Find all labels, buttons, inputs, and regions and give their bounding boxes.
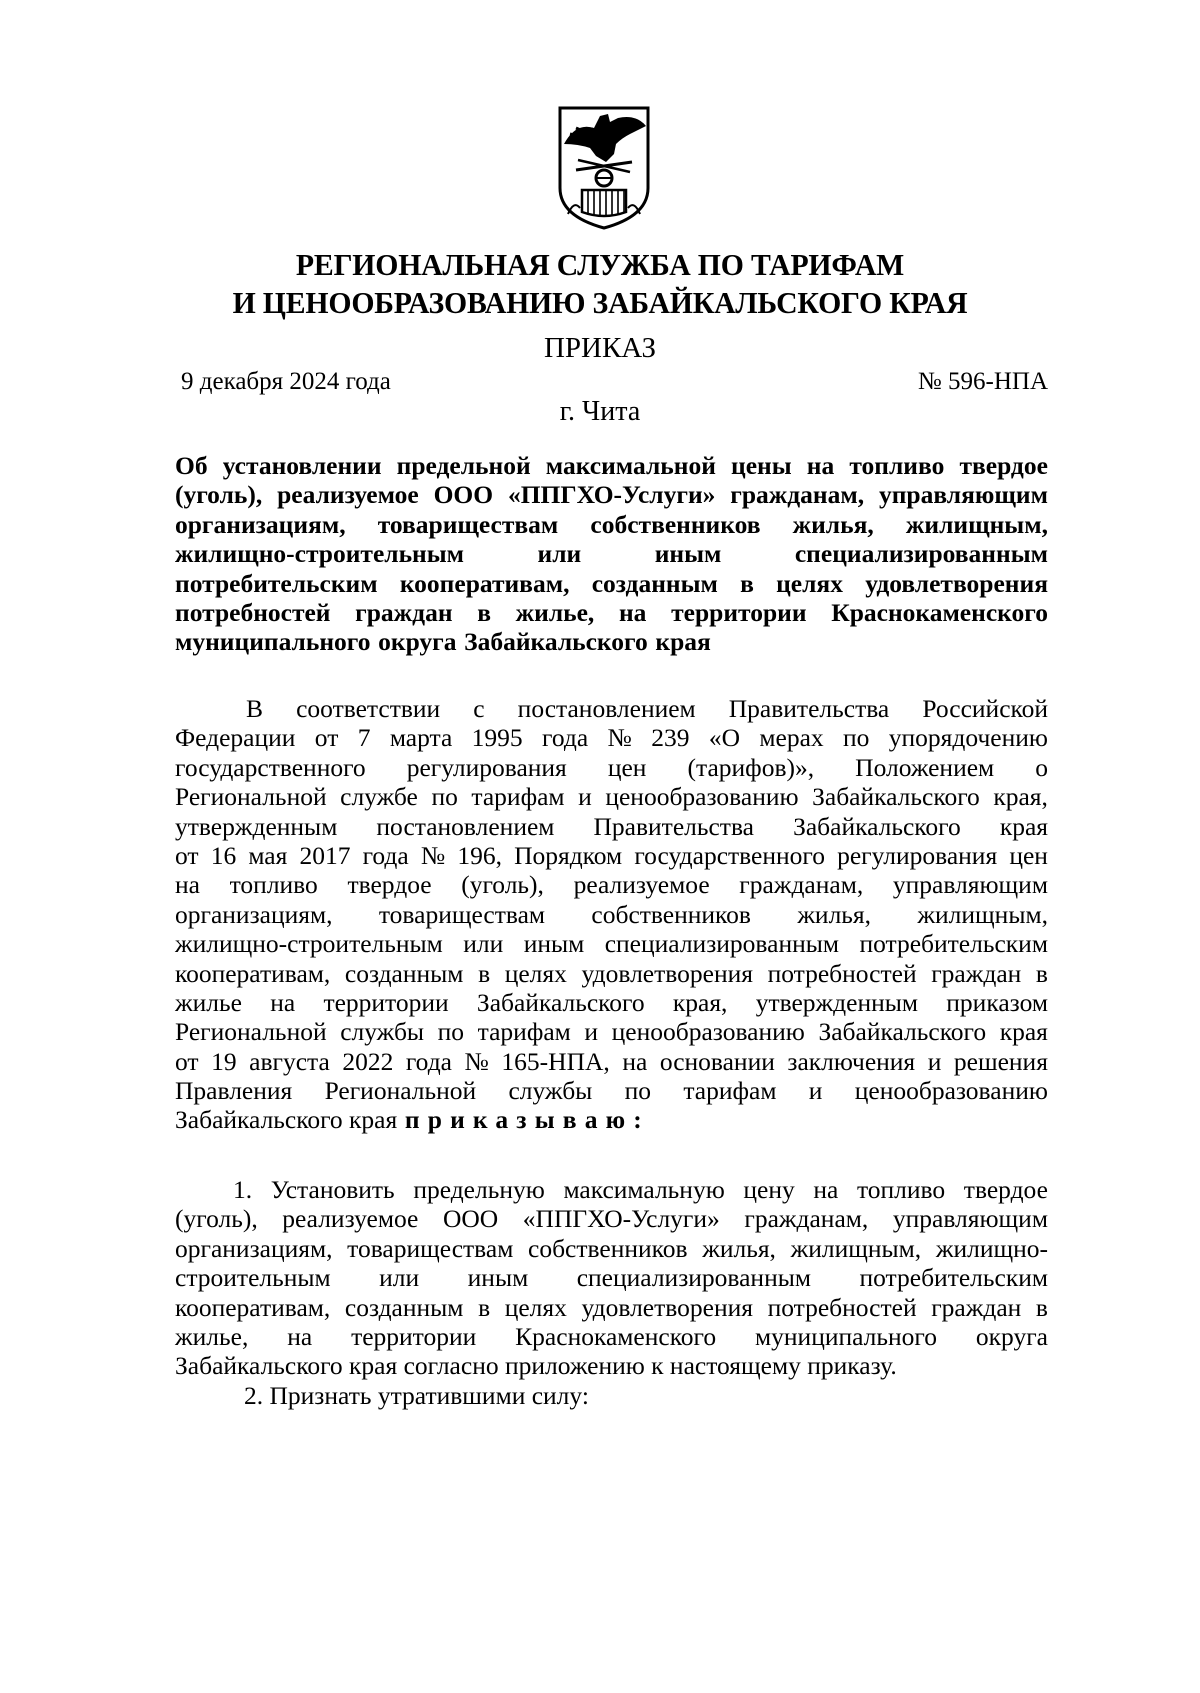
word: утвержденным xyxy=(755,987,919,1017)
word: удовлетворения xyxy=(581,1292,753,1322)
word: края, xyxy=(672,987,728,1017)
word: «ППГХО-Услуги» xyxy=(507,480,716,510)
word: иным xyxy=(467,1263,529,1293)
word: края xyxy=(999,1017,1048,1047)
word: гражданам, xyxy=(744,1204,869,1234)
word: жилье, xyxy=(515,597,595,627)
order-items xyxy=(175,1175,1048,1410)
word: специализированным xyxy=(794,539,1048,569)
word: на xyxy=(806,451,835,480)
title-line xyxy=(175,480,1048,509)
word: кооперативам, xyxy=(175,958,331,988)
word: удовлетворения xyxy=(865,568,1048,598)
word: № xyxy=(464,1046,489,1076)
word: ООО xyxy=(442,1204,499,1234)
word: по xyxy=(624,1076,652,1106)
document-city: г. Чита xyxy=(559,396,641,427)
word: созданным xyxy=(591,568,718,598)
word: с xyxy=(473,694,485,723)
word: удовлетворения xyxy=(581,958,753,988)
word: в xyxy=(740,568,754,598)
word: жилищным, xyxy=(790,1233,922,1263)
word: организациям, xyxy=(175,899,333,929)
word: или xyxy=(537,539,582,569)
word: упорядочению xyxy=(888,723,1048,753)
word: муниципального xyxy=(755,1321,938,1351)
word: иным xyxy=(654,539,722,569)
word: Региональной xyxy=(324,1076,477,1106)
word: организациям, xyxy=(175,509,346,539)
word: потребностей xyxy=(767,1292,917,1322)
preamble-line xyxy=(175,841,1048,870)
word: цен xyxy=(1009,840,1048,870)
word: целях xyxy=(504,958,567,988)
word: целях xyxy=(776,568,843,598)
word: жилье xyxy=(175,987,242,1017)
word: края xyxy=(655,627,711,657)
word: Правительства xyxy=(728,694,890,723)
item-2 xyxy=(175,1381,1048,1410)
title-line xyxy=(175,627,1048,656)
word: по xyxy=(843,723,870,753)
preamble-line xyxy=(175,929,1048,958)
word: Краснокаменского xyxy=(515,1321,717,1351)
word: приказом xyxy=(946,987,1048,1017)
word: и xyxy=(578,782,592,812)
coat-of-arms-icon xyxy=(556,104,652,232)
word: территории xyxy=(323,987,449,1017)
word: В xyxy=(246,694,264,723)
word: Краснокаменского xyxy=(831,597,1048,627)
word: на xyxy=(618,597,647,627)
items-line xyxy=(175,1175,1048,1204)
word: целях xyxy=(504,1292,567,1322)
items-line xyxy=(175,1204,1048,1233)
word: цену xyxy=(743,1175,795,1204)
document-title xyxy=(175,451,1048,657)
word: заключения xyxy=(787,1046,916,1076)
preamble-line xyxy=(175,1017,1048,1046)
word: № xyxy=(420,840,446,870)
organization-name-line-2: И ЦЕНООБРАЗОВАНИЮ ЗАБАЙКАЛЬСКОГО КРАЯ xyxy=(232,285,968,320)
document-type: ПРИКАЗ xyxy=(543,332,657,364)
word: созданным xyxy=(344,1292,464,1322)
word: округа xyxy=(975,1321,1048,1351)
word: специализированным xyxy=(576,1263,811,1293)
word: 165-НПА, xyxy=(501,1046,610,1076)
word: собственников xyxy=(590,509,761,539)
word: в xyxy=(477,597,491,627)
word: на xyxy=(175,870,200,900)
item-1-last-line-text: Забайкальского края согласно приложению к настоящему приказу. xyxy=(175,1351,897,1381)
word: Забайкальского xyxy=(818,1017,987,1047)
word: (уголь), xyxy=(175,1204,258,1234)
word: твердое xyxy=(347,870,432,900)
preamble-line xyxy=(175,812,1048,841)
items-line xyxy=(175,1322,1048,1351)
preamble-line xyxy=(175,900,1048,929)
word: в xyxy=(1035,1292,1048,1322)
preamble-last-line xyxy=(175,1105,1048,1134)
preamble-line xyxy=(175,723,1048,752)
word: ценообразованию xyxy=(605,782,799,812)
word: или xyxy=(463,929,504,959)
word: (тарифов)», xyxy=(687,752,815,782)
word: и xyxy=(927,1046,942,1076)
word: службы xyxy=(340,1017,425,1047)
word: жилищно-строительным xyxy=(175,929,443,959)
word: августа xyxy=(249,1046,330,1076)
word: гражданам, xyxy=(730,480,865,510)
word: государственного xyxy=(634,840,825,870)
word: цены xyxy=(731,451,792,480)
word: о xyxy=(1035,752,1048,782)
word: граждан xyxy=(931,958,1022,988)
word: иным xyxy=(523,929,585,959)
item-1-lines xyxy=(175,1175,1048,1351)
word: постановлением xyxy=(517,694,696,723)
word: управляющим xyxy=(892,870,1048,900)
word: от xyxy=(175,840,199,870)
word: управляющим xyxy=(878,480,1048,510)
word: потребительским xyxy=(859,1263,1048,1293)
organization-name-line-1: РЕГИОНАЛЬНАЯ СЛУЖБА ПО ТАРИФАМ xyxy=(295,247,905,282)
word: жилья, xyxy=(797,899,872,929)
word: от xyxy=(314,723,339,753)
document-number: № 596-НПА xyxy=(917,368,1048,395)
preamble-paragraph xyxy=(175,694,1048,1135)
word: специализированным xyxy=(604,929,840,959)
word: потребительским xyxy=(175,568,378,598)
word: «О xyxy=(708,723,740,753)
organization-name xyxy=(168,246,1032,322)
word: соответствии xyxy=(296,694,441,723)
word: гражданам, xyxy=(739,870,864,900)
title-line xyxy=(175,569,1048,598)
word: в xyxy=(1035,958,1048,988)
word: реализуемое xyxy=(573,870,710,900)
word: Федерации xyxy=(175,723,296,753)
word: № xyxy=(607,723,632,753)
word: Установить xyxy=(270,1175,395,1204)
title-line xyxy=(175,510,1048,539)
preamble-line xyxy=(175,782,1048,811)
word: предельной xyxy=(396,451,531,480)
word: Региональной xyxy=(175,782,327,812)
word: на xyxy=(622,1046,648,1076)
word: потребностей xyxy=(175,597,331,627)
word: топливо xyxy=(856,1175,946,1204)
word: марта xyxy=(389,723,453,753)
word: жилищно- xyxy=(935,1233,1048,1263)
word: строительным xyxy=(175,1263,331,1293)
word: Порядком xyxy=(514,840,623,870)
word: 7 xyxy=(357,723,371,753)
word: граждан xyxy=(931,1292,1022,1322)
word: регулирования xyxy=(406,752,567,782)
word: товариществам xyxy=(377,509,559,539)
word: товариществам xyxy=(347,1233,514,1263)
word: предельную xyxy=(413,1175,545,1204)
word: 1995 xyxy=(471,723,523,753)
word: максимальную xyxy=(563,1175,725,1204)
word: Правительства xyxy=(593,811,754,841)
items-line xyxy=(175,1234,1048,1263)
preamble-line xyxy=(175,753,1048,782)
word: Об xyxy=(175,451,208,480)
word: потребительским xyxy=(859,929,1048,959)
preamble-line xyxy=(175,1047,1048,1076)
word: управляющим xyxy=(892,1204,1048,1234)
title-line xyxy=(175,539,1048,568)
word: (уголь), xyxy=(175,480,263,510)
word: «ППГХО-Услуги» xyxy=(522,1204,720,1234)
word: Правления xyxy=(175,1076,293,1106)
word: службе xyxy=(340,782,418,812)
word: года xyxy=(362,840,409,870)
word: потребностей xyxy=(767,958,917,988)
word: территории xyxy=(351,1321,477,1351)
preamble-line xyxy=(175,1076,1048,1105)
word: твердое xyxy=(959,451,1048,480)
word: и xyxy=(808,1076,823,1106)
preamble-lines xyxy=(175,694,1048,1105)
word: 196, xyxy=(457,840,502,870)
word: жилье, xyxy=(175,1321,249,1351)
word: от xyxy=(175,1046,199,1076)
preamble-last-line-text: Забайкальского края xyxy=(175,1105,398,1135)
word: службы xyxy=(508,1076,593,1106)
word: в xyxy=(478,1292,491,1322)
word: Региональной xyxy=(175,1017,327,1047)
word: утвержденным xyxy=(175,811,338,841)
word: тарифам xyxy=(477,1017,571,1047)
word: в xyxy=(478,958,491,988)
word: жилья, xyxy=(792,509,874,539)
word: и xyxy=(584,1017,599,1047)
word: муниципального xyxy=(175,627,371,657)
word: (уголь), xyxy=(461,870,544,900)
word: решения xyxy=(953,1046,1048,1076)
preamble-line xyxy=(175,694,1048,723)
word: собственников xyxy=(591,899,751,929)
word: цен xyxy=(607,752,647,782)
word: 2017 xyxy=(299,840,351,870)
word: территории xyxy=(671,597,807,627)
word: Забайкальского xyxy=(464,627,648,657)
word: жилищным, xyxy=(905,509,1048,539)
word: жилья, xyxy=(702,1233,776,1263)
word: граждан xyxy=(355,597,453,627)
word: 239 xyxy=(651,723,690,753)
word: округа xyxy=(378,627,457,657)
word: установлении xyxy=(222,451,382,480)
word: на xyxy=(270,987,296,1017)
word: края, xyxy=(993,782,1048,812)
word: тарифам xyxy=(683,1076,777,1106)
word: максимальной xyxy=(545,451,716,480)
word: собственников xyxy=(528,1233,688,1263)
word: основании xyxy=(659,1046,775,1076)
word: реализуемое xyxy=(282,1204,419,1234)
word: на xyxy=(287,1321,313,1351)
preamble-line xyxy=(175,870,1048,899)
preamble-line xyxy=(175,988,1048,1017)
word: мая xyxy=(248,840,288,870)
word: организациям, xyxy=(175,1233,333,1263)
preamble-line xyxy=(175,959,1048,988)
items-line xyxy=(175,1293,1048,1322)
word: 1. xyxy=(233,1175,253,1204)
word: реализуемое xyxy=(277,480,419,510)
word: топливо xyxy=(849,451,945,480)
word: твердое xyxy=(963,1175,1048,1204)
title-line xyxy=(175,451,1048,480)
word: ООО xyxy=(433,480,494,510)
word: жилищно-строительным xyxy=(175,539,465,569)
word: топливо xyxy=(229,870,318,900)
items-line xyxy=(175,1263,1048,1292)
word: на xyxy=(813,1175,839,1204)
word: Российской xyxy=(922,694,1048,723)
word: года xyxy=(542,723,589,753)
word: Забайкальского xyxy=(812,782,980,812)
title-line xyxy=(175,598,1048,627)
word: мерах xyxy=(759,723,824,753)
word: ценообразованию xyxy=(854,1076,1048,1106)
word: жилищным, xyxy=(917,899,1048,929)
word: края xyxy=(999,811,1048,841)
word: Забайкальского xyxy=(476,987,645,1017)
word: постановлением xyxy=(376,811,555,841)
word: кооперативам, xyxy=(399,568,570,598)
word: 2022 xyxy=(342,1046,394,1076)
word: года xyxy=(405,1046,452,1076)
word: 19 xyxy=(211,1046,237,1076)
document-date: 9 декабря 2024 года xyxy=(181,368,391,395)
word: тарифам xyxy=(471,782,565,812)
word: ценообразованию xyxy=(611,1017,805,1047)
word: регулирования xyxy=(837,840,998,870)
item-1-last-line xyxy=(175,1351,1048,1380)
word: 16 xyxy=(210,840,237,870)
word: или xyxy=(379,1263,420,1293)
word: Забайкальского xyxy=(793,811,961,841)
word: Положением xyxy=(855,752,995,782)
word: созданным xyxy=(344,958,464,988)
word: товариществам xyxy=(378,899,546,929)
word: кооперативам, xyxy=(175,1292,331,1322)
word: по xyxy=(437,1017,465,1047)
word: государственного xyxy=(175,752,366,782)
word: по xyxy=(431,782,458,812)
item-2-text: 2. Признать утратившими силу: xyxy=(244,1380,589,1410)
order-word: приказываю: xyxy=(404,1105,650,1135)
